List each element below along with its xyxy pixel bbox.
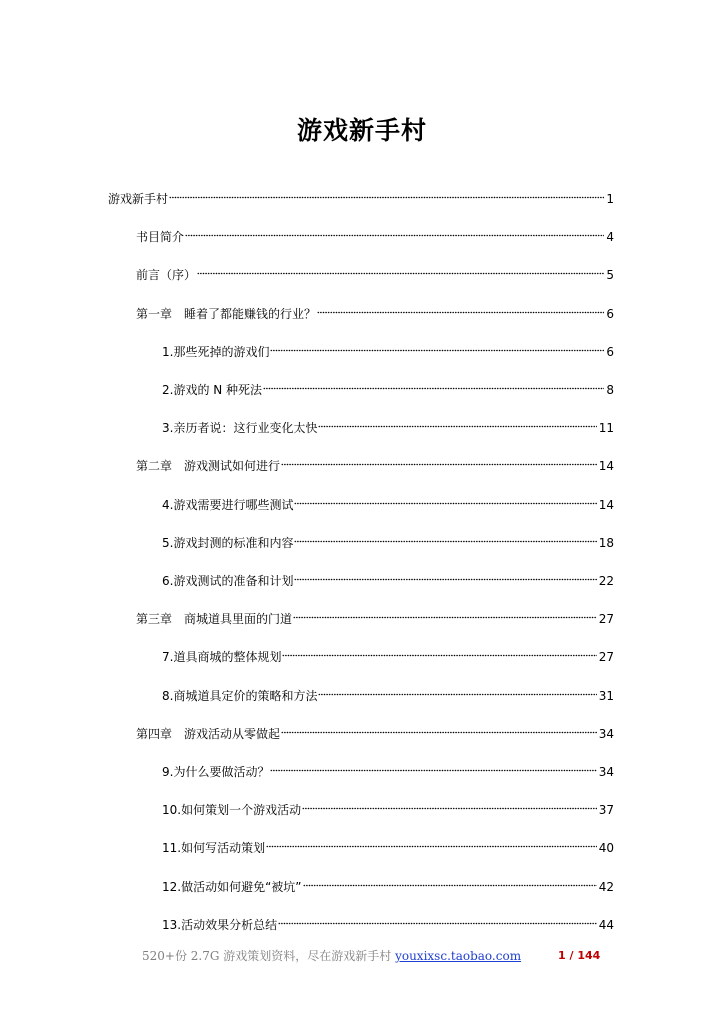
toc-entry[interactable]: [162, 794, 614, 817]
toc-entry-page-number: 8: [606, 383, 614, 397]
toc-entry-page-number: 6: [606, 345, 614, 359]
toc-entry-page-number: 31: [598, 689, 614, 703]
toc-entry-title: 第一章 睡着了都能赚钱的行业？: [136, 307, 317, 321]
toc-entry[interactable]: [162, 527, 614, 550]
toc-dot-leader: [282, 641, 596, 661]
footer-promo-text: 520+份 2.7G 游戏策划资料，尽在游戏新手村: [142, 949, 396, 963]
toc-entry-title: 8.商城道具定价的策略和方法: [162, 689, 318, 703]
toc-dot-leader: [303, 871, 597, 891]
toc-entry[interactable]: [136, 221, 614, 244]
toc-entry-page-number: 27: [598, 650, 614, 664]
toc-entry[interactable]: [162, 871, 614, 894]
toc-dot-leader: [294, 489, 596, 509]
toc-entry-title: 5.游戏封测的标准和内容: [162, 536, 294, 550]
toc-entry[interactable]: [136, 259, 614, 282]
toc-entry[interactable]: [162, 680, 614, 703]
toc-entry-title: 1.那些死掉的游戏们: [162, 345, 270, 359]
toc-entry-page-number: 18: [598, 536, 614, 550]
toc-entry[interactable]: [108, 183, 614, 206]
toc-entry[interactable]: [162, 412, 614, 435]
toc-dot-leader: [293, 603, 597, 623]
page-number-indicator: 1 / 144: [558, 949, 601, 962]
toc-entry-title: 7.道具商城的整体规划: [162, 650, 282, 664]
toc-entry-page-number: 44: [598, 918, 614, 932]
toc-dot-leader: [318, 412, 596, 432]
toc-dot-leader: [263, 374, 604, 394]
toc-entry-title: 前言（序）: [136, 268, 197, 282]
toc-dot-leader: [294, 565, 596, 585]
toc-entry-title: 游戏新手村: [108, 192, 169, 206]
toc-entry-title: 4.游戏需要进行哪些测试: [162, 498, 294, 512]
toc-entry-title: 第三章 商城道具里面的门道: [136, 612, 293, 626]
toc-entry-page-number: 5: [606, 268, 614, 282]
document-title: 游戏新手村: [296, 116, 427, 145]
toc-entry[interactable]: [136, 718, 614, 741]
toc-dot-leader: [270, 756, 596, 776]
toc-entry-title: 2.游戏的 N 种死法: [162, 383, 263, 397]
toc-entry-title: 11.如何写活动策划: [162, 841, 266, 855]
toc-entry-title: 9.为什么要做活动？: [162, 765, 270, 779]
toc-entry-title: 13.活动效果分析总结: [162, 918, 278, 932]
toc-dot-leader: [281, 718, 597, 738]
page-footer: [0, 946, 724, 966]
toc-dot-leader: [281, 450, 597, 470]
toc-entry-page-number: 1: [606, 192, 614, 206]
toc-entry[interactable]: [162, 641, 614, 664]
toc-entry[interactable]: [162, 832, 614, 855]
toc-entry[interactable]: [136, 450, 614, 473]
toc-dot-leader: [266, 832, 597, 852]
toc-entry[interactable]: [162, 336, 614, 359]
toc-entry[interactable]: [162, 909, 614, 932]
toc-entry[interactable]: [162, 489, 614, 512]
toc-dot-leader: [169, 183, 604, 203]
toc-dot-leader: [185, 221, 604, 241]
footer-text: [142, 946, 521, 966]
toc-dot-leader: [302, 794, 597, 814]
toc-dot-leader: [270, 336, 604, 356]
toc-entry-page-number: 11: [598, 421, 614, 435]
toc-dot-leader: [294, 527, 596, 547]
toc-entry[interactable]: [136, 298, 614, 321]
toc-entry[interactable]: [136, 603, 614, 626]
toc-entry[interactable]: [162, 756, 614, 779]
toc-entry-page-number: 6: [606, 307, 614, 321]
footer-shop-link[interactable]: youxixsc.taobao.com: [395, 949, 522, 963]
toc-entry[interactable]: [162, 374, 614, 397]
toc-entry-title: 3.亲历者说：这行业变化太快: [162, 421, 318, 435]
toc-entry-page-number: 4: [606, 230, 614, 244]
toc-entry-page-number: 34: [598, 765, 614, 779]
toc-entry-page-number: 14: [598, 498, 614, 512]
toc-entry-title: 第二章 游戏测试如何进行: [136, 459, 281, 473]
toc-dot-leader: [318, 680, 596, 700]
toc-entry-page-number: 37: [598, 803, 614, 817]
toc-entry-page-number: 14: [598, 459, 614, 473]
toc-entry-title: 10.如何策划一个游戏活动: [162, 803, 302, 817]
toc-dot-leader: [278, 909, 597, 929]
toc-entry-page-number: 27: [598, 612, 614, 626]
toc-entry-page-number: 42: [598, 880, 614, 894]
toc-entry-title: 书目简介: [136, 230, 185, 244]
toc-entry-title: 第四章 游戏活动从零做起: [136, 727, 281, 741]
toc-entry-title: 6.游戏测试的准备和计划: [162, 574, 294, 588]
toc-entry-page-number: 22: [598, 574, 614, 588]
toc-entry[interactable]: [162, 565, 614, 588]
toc-dot-leader: [317, 298, 604, 318]
toc-entry-page-number: 40: [598, 841, 614, 855]
toc-dot-leader: [197, 259, 604, 279]
toc-entry-page-number: 34: [598, 727, 614, 741]
toc-entry-title: 12.做活动如何避免“被坑”: [162, 880, 302, 894]
